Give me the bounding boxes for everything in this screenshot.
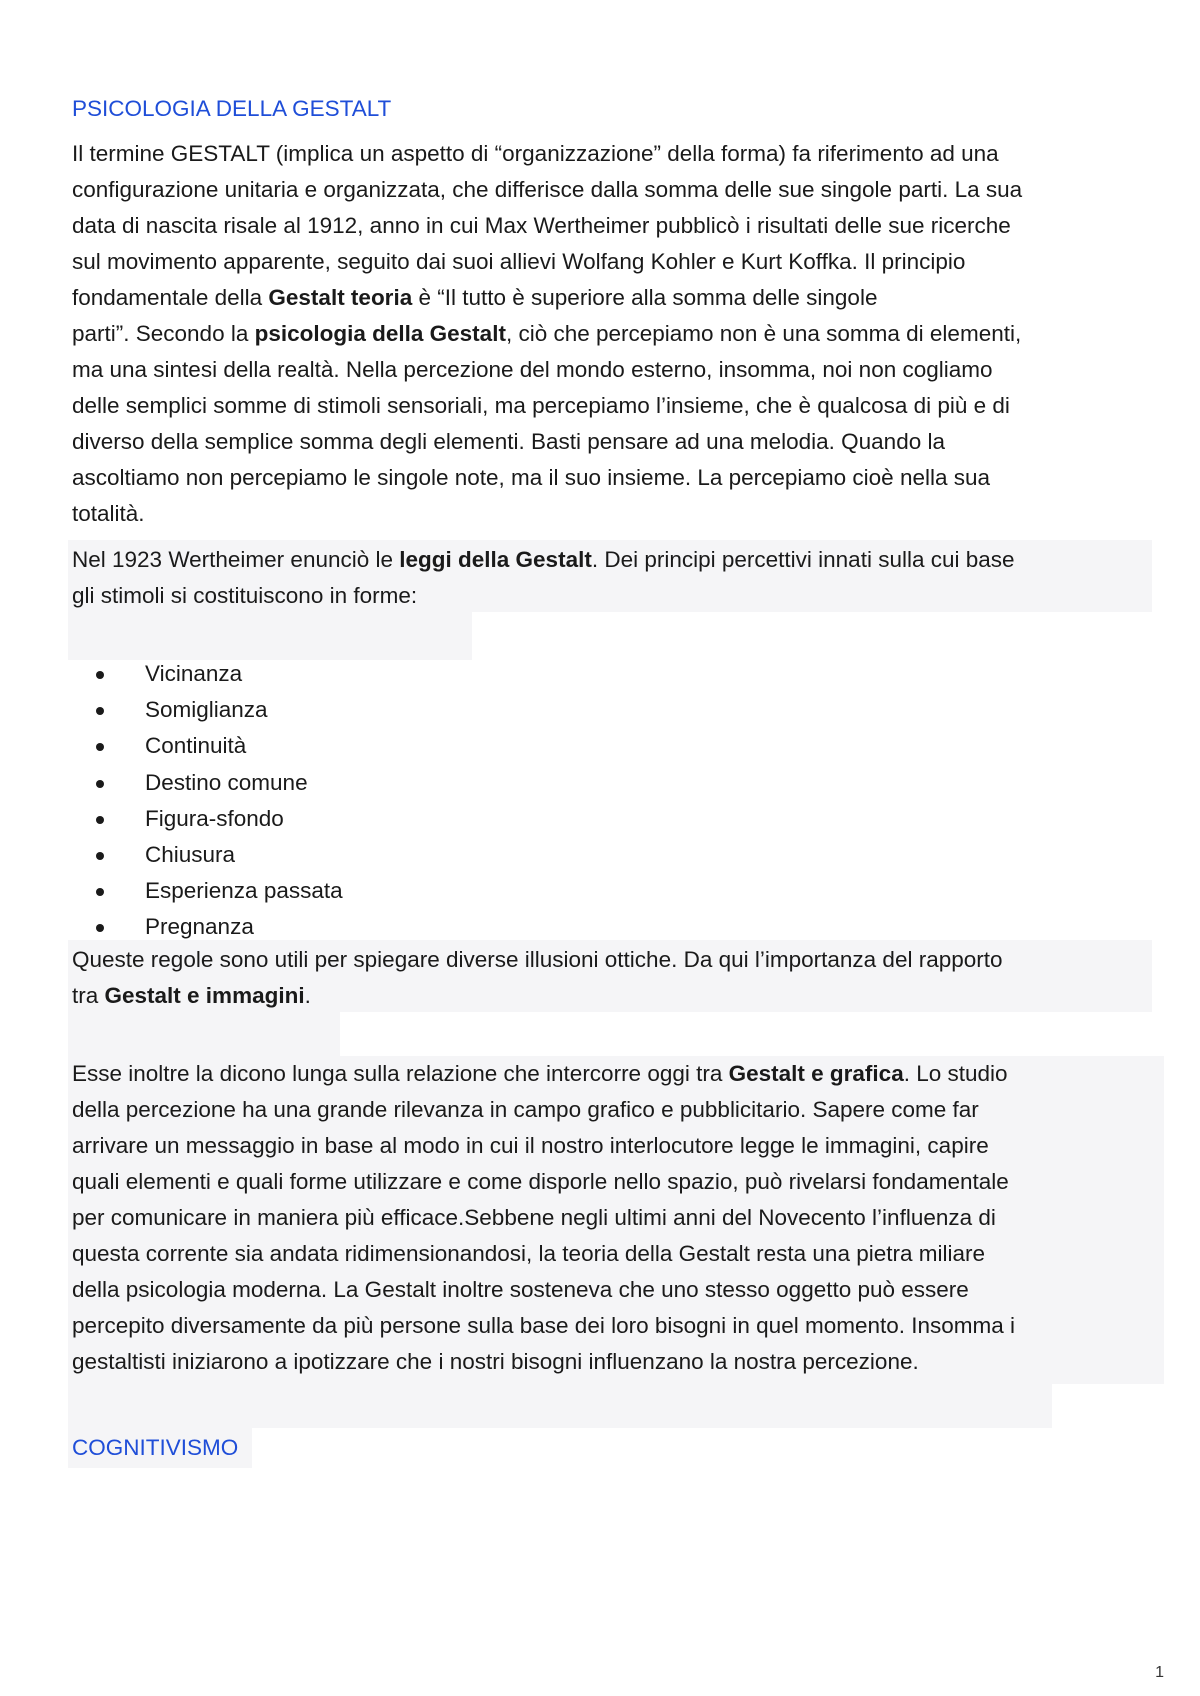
text-line: per comunicare in maniera più efficace.Sebbene negli ultimi anni del Novecento l’influenza di bbox=[72, 1205, 996, 1230]
list-item-label: Somiglianza bbox=[145, 697, 268, 723]
text-run: è “Il tutto è superiore alla somma delle singole bbox=[412, 285, 878, 310]
text-line bbox=[72, 318, 1021, 350]
text-line: quali elementi e quali forme utilizzare e come disporle nello spazio, può rivelarsi fondamentale bbox=[72, 1169, 1009, 1194]
text-run: . Lo studio bbox=[903, 1061, 1008, 1086]
list-item-label: Pregnanza bbox=[145, 914, 254, 940]
text-run: Nel 1923 Wertheimer enunciò le bbox=[72, 547, 400, 572]
bullet-icon bbox=[96, 888, 104, 896]
bullet-icon bbox=[96, 852, 104, 860]
text-line: questa corrente sia andata ridimensionandosi, la teoria della Gestalt resta una pietra miliare bbox=[72, 1241, 986, 1266]
page-number: 1 bbox=[1155, 1664, 1164, 1681]
highlight-shade bbox=[68, 1384, 1052, 1428]
list-item bbox=[72, 909, 343, 945]
gestalt-laws-list bbox=[72, 656, 343, 946]
text-run: . bbox=[304, 983, 311, 1008]
bold-term: Gestalt e grafica bbox=[728, 1061, 904, 1086]
list-item bbox=[72, 873, 343, 909]
heading-cognitivismo: COGNITIVISMO bbox=[72, 1435, 239, 1460]
bullet-icon bbox=[96, 816, 104, 824]
text-run: . Dei principi percettivi innati sulla cui base bbox=[591, 547, 1015, 572]
text-line: ma una sintesi della realtà. Nella percezione del mondo esterno, insomma, noi non cogliamo bbox=[72, 357, 993, 382]
text-line bbox=[72, 544, 1015, 576]
text-line: Il termine GESTALT (implica un aspetto di “organizzazione” della forma) fa riferimento ad una bbox=[72, 141, 999, 166]
text-line: ascoltiamo non percepiamo le singole note, ma il suo insieme. La percepiamo cioè nella sua bbox=[72, 465, 991, 490]
heading-gestalt: PSICOLOGIA DELLA GESTALT bbox=[72, 96, 392, 121]
text-run: Esse inoltre la dicono lunga sulla relazione che intercorre oggi tra bbox=[72, 1061, 729, 1086]
bold-term: psicologia della Gestalt bbox=[254, 321, 506, 346]
text-line: sul movimento apparente, seguito dai suoi allievi Wolfang Kohler e Kurt Koffka. Il principio bbox=[72, 249, 966, 274]
text-run: parti”. Secondo la bbox=[72, 321, 255, 346]
text-line bbox=[72, 1058, 1008, 1090]
text-line: della percezione ha una grande rilevanza in campo grafico e pubblicitario. Sapere come far bbox=[72, 1097, 979, 1122]
bullet-icon bbox=[96, 671, 104, 679]
highlight-shade bbox=[68, 1012, 340, 1056]
list-item bbox=[72, 765, 343, 801]
text-line: diverso della semplice somma degli elementi. Basti pensare ad una melodia. Quando la bbox=[72, 429, 945, 454]
text-run: fondamentale della bbox=[72, 285, 269, 310]
bold-term: leggi della Gestalt bbox=[399, 547, 592, 572]
list-item-label: Esperienza passata bbox=[145, 878, 343, 904]
list-item bbox=[72, 692, 343, 728]
list-item bbox=[72, 837, 343, 873]
bullet-icon bbox=[96, 743, 104, 751]
text-line: gestaltisti iniziarono a ipotizzare che i nostri bisogni influenzano la nostra percezione. bbox=[72, 1349, 919, 1374]
list-item-label: Chiusura bbox=[145, 841, 236, 867]
text-line: della psicologia moderna. La Gestalt inoltre sosteneva che uno stesso oggetto può essere bbox=[72, 1277, 969, 1302]
list-item-label: Destino comune bbox=[145, 769, 308, 795]
list-item bbox=[72, 801, 343, 837]
highlight-shade bbox=[68, 612, 472, 660]
text-line: gli stimoli si costituiscono in forme: bbox=[72, 583, 418, 608]
list-item bbox=[72, 656, 343, 692]
bullet-icon bbox=[96, 707, 104, 715]
bold-term: Gestalt teoria bbox=[268, 285, 413, 310]
text-line: delle semplici somme di stimoli sensoriali, ma percepiamo l’insieme, che è qualcosa di più e di bbox=[72, 393, 1010, 418]
bold-term: Gestalt e immagini bbox=[104, 983, 305, 1008]
list-item-label: Continuità bbox=[145, 733, 247, 759]
text-line: configurazione unitaria e organizzata, che differisce dalla somma delle sue singole parti. La sua bbox=[72, 177, 1023, 202]
text-line: totalità. bbox=[72, 501, 145, 526]
bullet-icon bbox=[96, 924, 104, 932]
list-item bbox=[72, 728, 343, 764]
list-item-label: Vicinanza bbox=[145, 661, 243, 686]
text-line: arrivare un messaggio in base al modo in cui il nostro interlocutore legge le immagini, capire bbox=[72, 1133, 989, 1158]
text-run: , ciò che percepiamo non è una somma di elementi, bbox=[505, 321, 1022, 346]
text-line: data di nascita risale al 1912, anno in cui Max Wertheimer pubblicò i risultati delle sue ricerche bbox=[72, 213, 1011, 238]
text-line: Queste regole sono utili per spiegare diverse illusioni ottiche. Da qui l’importanza del rapporto bbox=[72, 947, 1003, 972]
text-line bbox=[72, 282, 877, 314]
text-line: percepito diversamente da più persone sulla base dei loro bisogni in quel momento. Insomma i bbox=[72, 1313, 1016, 1338]
text-line bbox=[72, 980, 311, 1012]
bullet-icon bbox=[96, 780, 104, 788]
text-run: tra bbox=[72, 983, 105, 1008]
list-item-label: Figura-sfondo bbox=[145, 805, 284, 831]
